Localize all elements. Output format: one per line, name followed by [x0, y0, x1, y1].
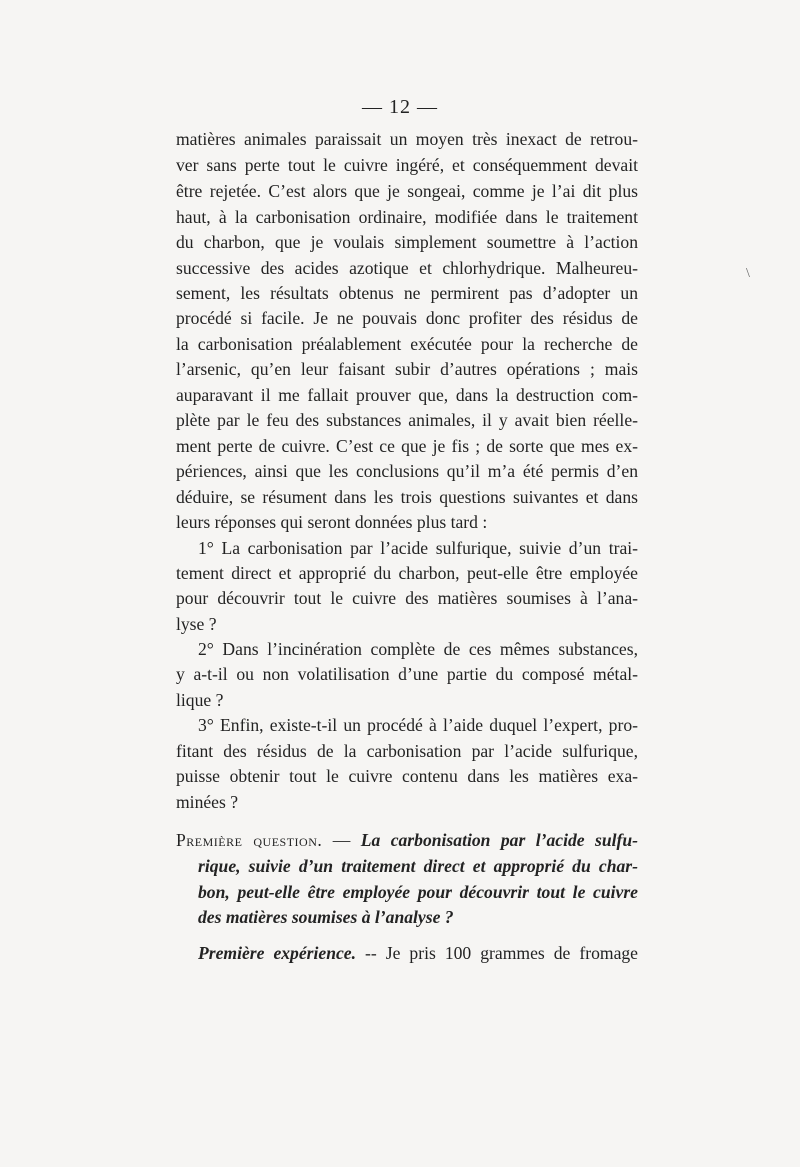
- text-line: tement direct et approprié du charbon, peut-elle être employée: [176, 563, 638, 583]
- text-line: périences, ainsi que les conclusions qu’il m’a été permis d’en: [176, 461, 638, 481]
- text-line: ver sans perte tout le cuivre ingéré, et conséquemment devait: [176, 155, 638, 175]
- list-item-1-line: 1° La carbonisation par l’acide sulfurique, suivie d’un trai-: [198, 538, 638, 558]
- experience-label: Première expérience.: [198, 943, 357, 963]
- text-line: fitant des résidus de la carbonisation par l’acide sulfurique,: [176, 741, 638, 761]
- text-line: sement, les résultats obtenus ne permirent pas d’adopter un: [176, 283, 638, 303]
- experience-dash: --: [356, 943, 386, 963]
- question-heading-line: [176, 827, 638, 853]
- list-item-3-line: 3° Enfin, existe-t-il un procédé à l’aide duquel l’expert, pro-: [198, 715, 638, 735]
- text-line: procédé si facile. Je ne pouvais donc profiter des résidus de: [176, 308, 638, 328]
- text-line: haut, à la carbonisation ordinaire, modifiée dans le traitement: [176, 207, 638, 227]
- text-line: matières animales paraissait un moyen très inexact de retrou-: [176, 129, 638, 149]
- question-text: rique, suivie d’un traitement direct et approprié du char-: [198, 856, 638, 876]
- text-line: l’arsenic, qu’en leur faisant subir d’autres opérations ; mais: [176, 359, 638, 379]
- text-line: pour découvrir tout le cuivre des matières soumises à l’ana-: [176, 588, 638, 608]
- text-line: déduire, se résument dans les trois questions suivantes et dans: [176, 487, 638, 507]
- text-line: la carbonisation préalablement exécutée pour la recherche de: [176, 334, 638, 354]
- text-line: minées ?: [176, 792, 239, 812]
- page-number: — 12 —: [362, 96, 438, 118]
- text-line: successive des acides azotique et chlorhydrique. Malheureu-: [176, 258, 638, 278]
- text-line: lyse ?: [176, 614, 217, 634]
- text-line: ment perte de cuivre. C’est ce que je fis ; de sorte que mes ex-: [176, 436, 638, 456]
- text-line: lique ?: [176, 690, 224, 710]
- text-line: du charbon, que je voulais simplement soumettre à l’action: [176, 232, 638, 252]
- experience-text: Je pris 100 grammes de fromage: [385, 943, 638, 963]
- text-line: y a-t-il ou non volatilisation d’une partie du composé métal-: [176, 664, 638, 684]
- question-dash: —: [322, 830, 361, 850]
- text-line: plète par le feu des substances animales, il y avait bien réelle-: [176, 410, 638, 430]
- text-line: puisse obtenir tout le cuivre contenu dans les matières exa-: [176, 766, 638, 786]
- question-text: bon, peut-elle être employée pour découvrir tout le cuivre: [198, 882, 638, 902]
- experience-line: [198, 940, 638, 966]
- question-text: La carbonisation par l’acide sulfu-: [360, 830, 639, 850]
- question-text: des matières soumises à l’analyse ?: [198, 907, 454, 927]
- question-heading: Première question.: [176, 830, 323, 850]
- stray-mark: \: [746, 266, 750, 281]
- text-line: auparavant il me fallait prouver que, dans la destruction com-: [176, 385, 638, 405]
- text-line: être rejetée. C’est alors que je songeai, comme je l’ai dit plus: [176, 181, 638, 201]
- list-item-2-line: 2° Dans l’incinération complète de ces mêmes substances,: [198, 639, 638, 659]
- text-line: leurs réponses qui seront données plus tard :: [176, 512, 488, 532]
